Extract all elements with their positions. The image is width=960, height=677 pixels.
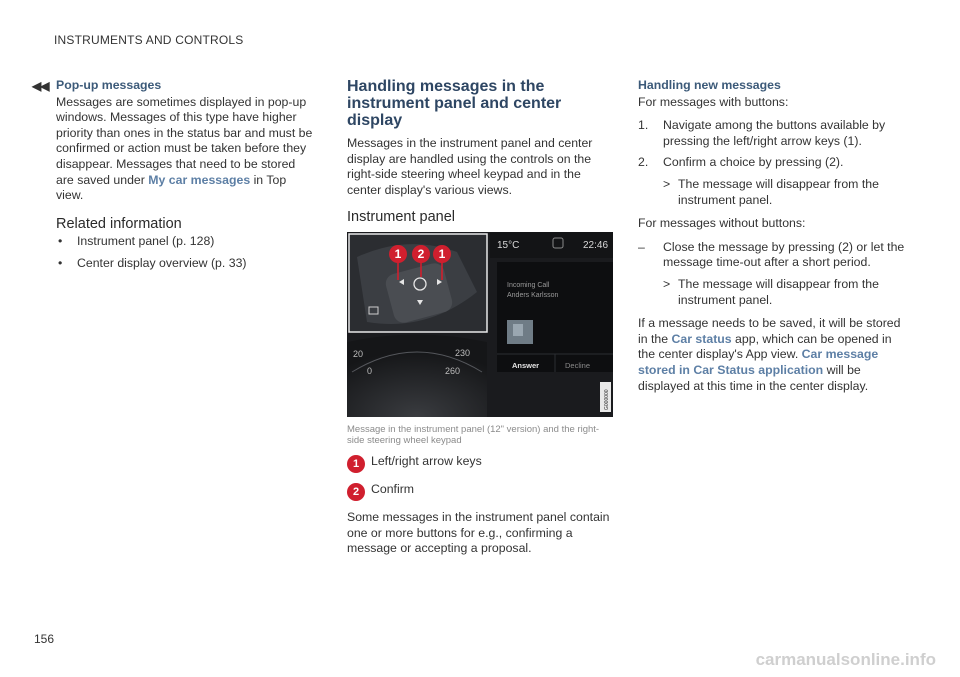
popup-messages-heading: Pop-up messages: [56, 78, 162, 92]
clock-readout: 22:46: [583, 239, 609, 251]
callout-number-2: 2: [347, 483, 365, 501]
footer-watermark: carmanualsonline.info: [755, 650, 936, 669]
dash-item-result: > The message will disappear from the instrument panel.: [663, 276, 879, 307]
decline-button[interactable]: Decline: [565, 360, 591, 370]
related-list: [56, 234, 314, 271]
handling-messages-title: Handling messages in the instrument panel and center display: [347, 78, 562, 129]
related-link-instrument-panel[interactable]: • Instrument panel (p. 128): [56, 234, 314, 250]
car-status-link[interactable]: Car status: [671, 331, 732, 346]
instrument-panel-figure: [347, 232, 613, 417]
step-2-result: > The message will disappear from the instrument panel.: [663, 176, 879, 207]
gauge-label-0: 0: [367, 365, 373, 376]
page-number: 156: [34, 632, 55, 646]
step-2: 2. Confirm a choice by pressing (2). > The message will disappear from the instrument panel.: [638, 155, 908, 208]
car-message-stored-link[interactable]: Car message stored in Car Status application: [638, 347, 879, 377]
column-middle: [347, 78, 615, 565]
incoming-call-label: Incoming Call: [507, 281, 550, 289]
dash-item: – Close the message by pressing (2) or let the message time-out after a short period. > The message will disappear from the instrument panel.: [638, 240, 908, 308]
related-link-center-display[interactable]: • Center display overview (p. 33): [56, 256, 314, 272]
popup-messages-paragraph: Messages are sometimes displayed in pop-up windows. Messages of this type have higher priority than ones in the status bar and must be confirmed or action must be taken before they disappear. Messages that need to be stored are saved under My car messages in Top view.: [56, 94, 313, 203]
step-1: 1. Navigate among the buttons available by pressing the left/right arrow keys (1).: [638, 118, 886, 148]
gauge-label-20: 20: [353, 348, 364, 359]
instrument-panel-illustration: [347, 232, 613, 417]
temperature-readout: 15°C: [497, 239, 520, 251]
svg-text:1: 1: [438, 246, 446, 261]
svg-text:2: 2: [417, 246, 425, 261]
without-buttons-intro: For messages without buttons:: [638, 216, 806, 231]
callout-number-1: 1: [347, 455, 365, 473]
handling-new-messages-heading: Handling new messages: [638, 78, 781, 92]
instrument-panel-subheading: Instrument panel: [347, 209, 456, 226]
related-information-heading: Related information: [56, 215, 182, 232]
store-paragraph: If a message needs to be saved, it will be stored in the Car status app, which can be opened in the center display's App view. Car message stored in Car Status application will be displayed at this time in the center display.: [638, 316, 901, 393]
buttons-paragraph: Some messages in the instrument panel contain one or more buttons for e.g., confirming a message or accepting a proposal.: [347, 509, 610, 556]
with-buttons-intro: For messages with buttons:: [638, 94, 789, 109]
steps-list: [638, 118, 908, 208]
figure-code: G000000: [604, 389, 610, 410]
caller-name: Anders Karlsson: [507, 291, 559, 299]
my-car-messages-link[interactable]: My car messages: [148, 172, 251, 187]
column-left: [56, 78, 314, 278]
gauge-label-260: 260: [445, 365, 461, 376]
column-right: [638, 78, 908, 402]
without-buttons-list: [638, 240, 908, 308]
answer-button[interactable]: Answer: [512, 360, 540, 370]
figure-caption: Message in the instrument panel (12" version) and the right-side steering wheel keypad: [347, 423, 600, 446]
callout-item-1: 1 Left/right arrow keys: [347, 454, 615, 472]
gauge-label-230: 230: [455, 347, 471, 358]
continued-marker: ◀◀: [32, 79, 49, 93]
section-header: INSTRUMENTS AND CONTROLS: [54, 33, 244, 47]
svg-text:1: 1: [394, 246, 402, 261]
callout-item-2: 2 Confirm: [347, 482, 615, 500]
handling-messages-intro: Messages in the instrument panel and center display are handled using the controls on the right-side steering wheel keypad and in the center display's various views.: [347, 136, 593, 197]
